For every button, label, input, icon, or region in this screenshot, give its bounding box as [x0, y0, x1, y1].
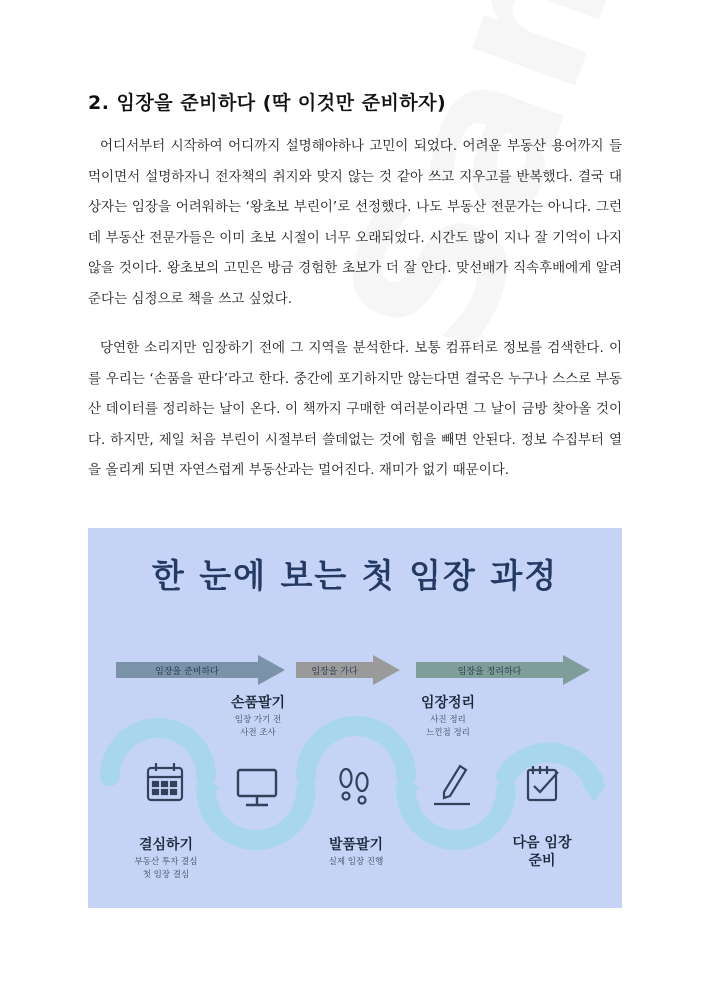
step-title-next	[492, 834, 592, 870]
step-title-organize: 임장정리	[420, 695, 476, 711]
step-sub-research-2: 사전 조사	[240, 728, 276, 738]
wave-arrow-head-3	[582, 784, 606, 802]
step-sub-research	[208, 714, 308, 740]
section-heading: 2. 임장을 준비하다 (딱 이것만 준비하자)	[88, 92, 447, 114]
step-title-research: 손품팔기	[230, 695, 286, 711]
step-title-field-visit: 발품팔기	[328, 837, 384, 853]
monitor-icon	[238, 770, 276, 805]
step-title-next-2: 준비	[528, 853, 556, 869]
footprints-icon	[341, 769, 368, 804]
phase-label-go: 임장을 가다	[311, 667, 358, 677]
step-sub-organize	[398, 714, 498, 740]
step-sub-organize-1: 사진 정리	[430, 715, 466, 725]
checklist-icon	[528, 766, 558, 800]
infographic-title: 한 눈에 보는 첫 임장 과정	[151, 556, 559, 595]
paragraph-1: 어디서부터 시작하여 어디까지 설명해야하나 고민이 되었다. 어려운 부동산 용어까지 들먹이면서 설명하자니 전자책의 취지와 맞지 않는 것 같아 쓰고 지우고를 반복했다. 결국 대상자는 임장을 어려워하는 ‘왕초보 부린이’로 선정했다. 나도 부동산 전문가는 아니다. 그런데 부동산 전문가들은 이미 초보 시절이 너무 오래되었다. 시간도 많이 지나 잘 기억이 나지 않을 것이다. 왕초보의 고민은 방금 경험한 초보가 더 잘 안다. 맞선배가 직속후배에게 알려준다는 심정으로 책을 쓰고 싶었다.	[88, 138, 622, 307]
process-infographic	[88, 528, 622, 908]
step-sub-organize-2: 느낀점 정리	[426, 728, 470, 738]
pencil-icon	[434, 766, 470, 804]
calendar-icon	[148, 763, 182, 800]
step-title-decide: 결심하기	[138, 837, 194, 853]
step-sub-decide-2: 첫 임장 결심	[142, 870, 190, 880]
step-sub-decide	[106, 856, 226, 882]
phase-label-organize: 임장을 정리하다	[457, 667, 522, 677]
step-sub-research-1: 임장 가기 전	[234, 715, 282, 725]
step-sub-decide-1: 부동산 투자 결심	[134, 857, 198, 867]
step-title-next-1: 다음 임장	[512, 835, 572, 851]
step-sub-field-visit: 실제 임장 진행	[328, 857, 384, 867]
paragraph-2: 당연한 소리지만 임장하기 전에 그 지역을 분석한다. 보통 컴퓨터로 정보를 검색한다. 이를 우리는 ‘손품을 판다’라고 한다. 중간에 포기하지만 않는다면 결국은 누구나 스스로 부동산 데이터를 정리하는 날이 온다. 이 책까지 구매한 여러분이라면 그 날이 금방 찾아올 것이다. 하지만, 제일 처음 부린이 시절부터 쓸데없는 것에 힘을 빼면 안된다. 정보 수집부터 열을 올리게 되면 자연스럽게 부동산과는 멀어진다. 재미가 없기 때문이다.	[88, 340, 622, 478]
phase-label-prepare: 임장을 준비하다	[155, 667, 219, 677]
